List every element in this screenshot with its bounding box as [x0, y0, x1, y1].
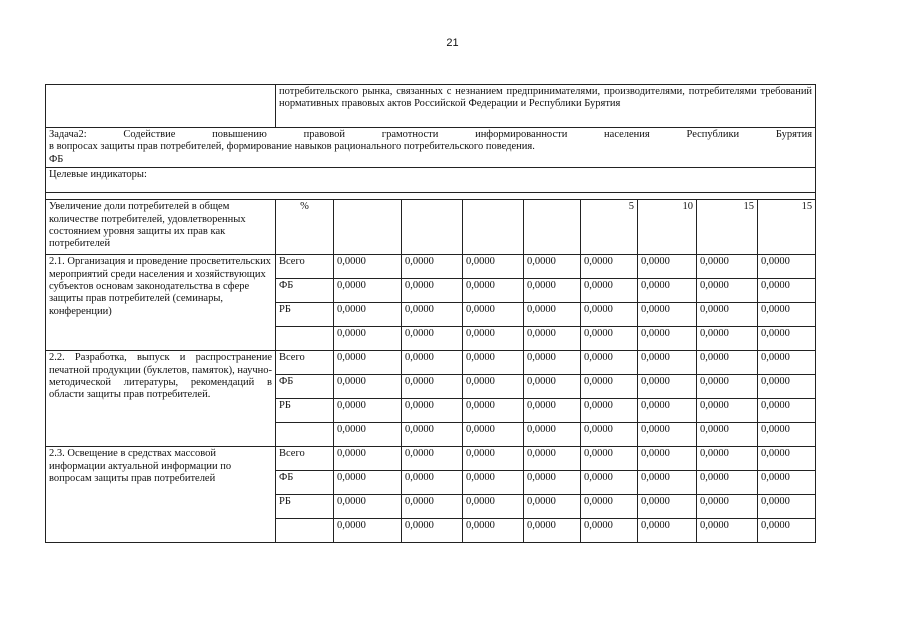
indicator-unit: % [276, 200, 334, 255]
task-line-2: в вопросах защиты прав потребителей, формирование навыков рационального потребительского поведения. [49, 141, 535, 153]
funding-source-label: РБ [276, 399, 334, 423]
funding-value: 0,0000 [402, 255, 463, 279]
funding-value: 0,0000 [463, 303, 524, 327]
funding-value: 0,0000 [524, 519, 581, 543]
funding-value: 0,0000 [334, 279, 402, 303]
indicator-name: Увеличение доли потребителей в общем количестве потребителей, удовлетворенных состоянием уровня защиты их прав как потребителей [46, 200, 276, 255]
funding-value: 0,0000 [402, 495, 463, 519]
funding-value: 0,0000 [697, 351, 758, 375]
section-name: 2.1. Организация и проведение просветительских мероприятий среди населения и хозяйствующих субъектов основам законодательства в сфере защиты прав потребителей (семинары, конференции) [46, 255, 276, 351]
funding-value: 0,0000 [638, 303, 697, 327]
funding-value: 0,0000 [334, 327, 402, 351]
funding-value: 0,0000 [524, 423, 581, 447]
funding-source-label [276, 519, 334, 543]
funding-value: 0,0000 [581, 255, 638, 279]
funding-value: 0,0000 [524, 471, 581, 495]
funding-value: 0,0000 [697, 519, 758, 543]
funding-value: 0,0000 [581, 375, 638, 399]
funding-value: 0,0000 [581, 303, 638, 327]
funding-value: 0,0000 [334, 447, 402, 471]
funding-value: 0,0000 [463, 423, 524, 447]
funding-source-label: РБ [276, 495, 334, 519]
funding-value: 0,0000 [638, 471, 697, 495]
indicator-value: 10 [638, 200, 697, 255]
funding-value: 0,0000 [334, 519, 402, 543]
funding-value: 0,0000 [524, 255, 581, 279]
funding-value: 0,0000 [758, 303, 816, 327]
funding-source-label [276, 327, 334, 351]
funding-value: 0,0000 [638, 495, 697, 519]
funding-value: 0,0000 [638, 255, 697, 279]
task-line-3: ФБ [49, 153, 64, 165]
funding-value: 0,0000 [638, 351, 697, 375]
intro-row [46, 85, 816, 128]
funding-value: 0,0000 [524, 351, 581, 375]
intro-text: потребительского рынка, связанных с незнанием предпринимателями, производителями, потребителями требований нормативных правовых актов Российской Федерации и Республики Бурятия [276, 85, 816, 128]
funding-value: 0,0000 [524, 495, 581, 519]
funding-value: 0,0000 [463, 447, 524, 471]
table-row [46, 255, 816, 279]
funding-value: 0,0000 [638, 519, 697, 543]
funding-value: 0,0000 [758, 375, 816, 399]
funding-source-label: Всего [276, 351, 334, 375]
funding-value: 0,0000 [402, 327, 463, 351]
funding-source-label: ФБ [276, 375, 334, 399]
funding-source-label: ФБ [276, 279, 334, 303]
program-table [45, 84, 816, 543]
funding-value: 0,0000 [581, 327, 638, 351]
funding-value: 0,0000 [402, 471, 463, 495]
funding-value: 0,0000 [758, 423, 816, 447]
target-indicators-spacer-row [46, 193, 816, 200]
funding-value: 0,0000 [581, 447, 638, 471]
funding-source-label: Всего [276, 447, 334, 471]
indicator-value [402, 200, 463, 255]
funding-value: 0,0000 [697, 399, 758, 423]
indicator-value: 15 [697, 200, 758, 255]
funding-value: 0,0000 [463, 495, 524, 519]
funding-value: 0,0000 [402, 351, 463, 375]
funding-value: 0,0000 [581, 351, 638, 375]
funding-value: 0,0000 [334, 399, 402, 423]
funding-value: 0,0000 [524, 399, 581, 423]
page-number: 21 [446, 37, 459, 49]
funding-value: 0,0000 [581, 279, 638, 303]
funding-value: 0,0000 [697, 327, 758, 351]
funding-value: 0,0000 [697, 255, 758, 279]
intro-empty-cell [46, 85, 276, 128]
funding-value: 0,0000 [638, 447, 697, 471]
funding-value: 0,0000 [638, 279, 697, 303]
indicator-value: 5 [581, 200, 638, 255]
funding-value: 0,0000 [524, 303, 581, 327]
funding-value: 0,0000 [697, 471, 758, 495]
section-name: 2.2. Разработка, выпуск и распространение печатной продукции (буклетов, памяток), научно-методической литературы, рекомендаций в области защиты прав потребителей. [46, 351, 276, 447]
indicator-value [334, 200, 402, 255]
funding-value: 0,0000 [758, 279, 816, 303]
funding-value: 0,0000 [697, 495, 758, 519]
funding-value: 0,0000 [402, 399, 463, 423]
funding-value: 0,0000 [402, 423, 463, 447]
funding-value: 0,0000 [402, 279, 463, 303]
funding-value: 0,0000 [402, 519, 463, 543]
target-indicators-label: Целевые индикаторы: [46, 168, 816, 193]
funding-value: 0,0000 [524, 375, 581, 399]
section-name: 2.3. Освещение в средствах массовой информации актуальной информации по вопросам защиты прав потребителей [46, 447, 276, 543]
funding-value: 0,0000 [758, 351, 816, 375]
funding-value: 0,0000 [638, 327, 697, 351]
funding-value: 0,0000 [334, 495, 402, 519]
funding-value: 0,0000 [524, 279, 581, 303]
funding-value: 0,0000 [638, 423, 697, 447]
funding-value: 0,0000 [524, 447, 581, 471]
funding-value: 0,0000 [334, 471, 402, 495]
funding-value: 0,0000 [697, 447, 758, 471]
indicator-row [46, 200, 816, 255]
funding-value: 0,0000 [524, 327, 581, 351]
funding-value: 0,0000 [758, 519, 816, 543]
funding-value: 0,0000 [697, 375, 758, 399]
task-row [46, 128, 816, 168]
table-row [46, 447, 816, 471]
funding-value: 0,0000 [334, 255, 402, 279]
funding-value: 0,0000 [463, 375, 524, 399]
funding-value: 0,0000 [697, 279, 758, 303]
funding-source-label [276, 423, 334, 447]
funding-value: 0,0000 [638, 375, 697, 399]
funding-value: 0,0000 [463, 279, 524, 303]
funding-value: 0,0000 [758, 471, 816, 495]
funding-value: 0,0000 [463, 471, 524, 495]
funding-value: 0,0000 [402, 447, 463, 471]
funding-value: 0,0000 [758, 447, 816, 471]
funding-value: 0,0000 [581, 471, 638, 495]
table-row [46, 351, 816, 375]
indicator-value: 15 [758, 200, 816, 255]
spacer-cell [46, 193, 816, 200]
funding-value: 0,0000 [402, 375, 463, 399]
funding-value: 0,0000 [581, 423, 638, 447]
task-line-1: Задача2: Содействие повышению правовой грамотности информированности населения Республики Бурятия [49, 129, 813, 140]
funding-value: 0,0000 [463, 255, 524, 279]
funding-value: 0,0000 [334, 303, 402, 327]
target-indicators-row [46, 168, 816, 193]
indicator-value [463, 200, 524, 255]
funding-value: 0,0000 [697, 423, 758, 447]
indicator-value [524, 200, 581, 255]
funding-value: 0,0000 [638, 399, 697, 423]
task-cell [46, 128, 816, 168]
funding-value: 0,0000 [758, 327, 816, 351]
funding-source-label: ФБ [276, 471, 334, 495]
funding-value: 0,0000 [334, 351, 402, 375]
funding-value: 0,0000 [581, 519, 638, 543]
funding-value: 0,0000 [581, 399, 638, 423]
funding-value: 0,0000 [463, 519, 524, 543]
funding-value: 0,0000 [581, 495, 638, 519]
funding-value: 0,0000 [463, 327, 524, 351]
funding-value: 0,0000 [697, 303, 758, 327]
funding-value: 0,0000 [463, 399, 524, 423]
funding-value: 0,0000 [334, 375, 402, 399]
funding-value: 0,0000 [758, 495, 816, 519]
funding-source-label: Всего [276, 255, 334, 279]
funding-value: 0,0000 [758, 255, 816, 279]
funding-value: 0,0000 [463, 351, 524, 375]
funding-source-label: РБ [276, 303, 334, 327]
funding-value: 0,0000 [758, 399, 816, 423]
funding-value: 0,0000 [334, 423, 402, 447]
funding-value: 0,0000 [402, 303, 463, 327]
